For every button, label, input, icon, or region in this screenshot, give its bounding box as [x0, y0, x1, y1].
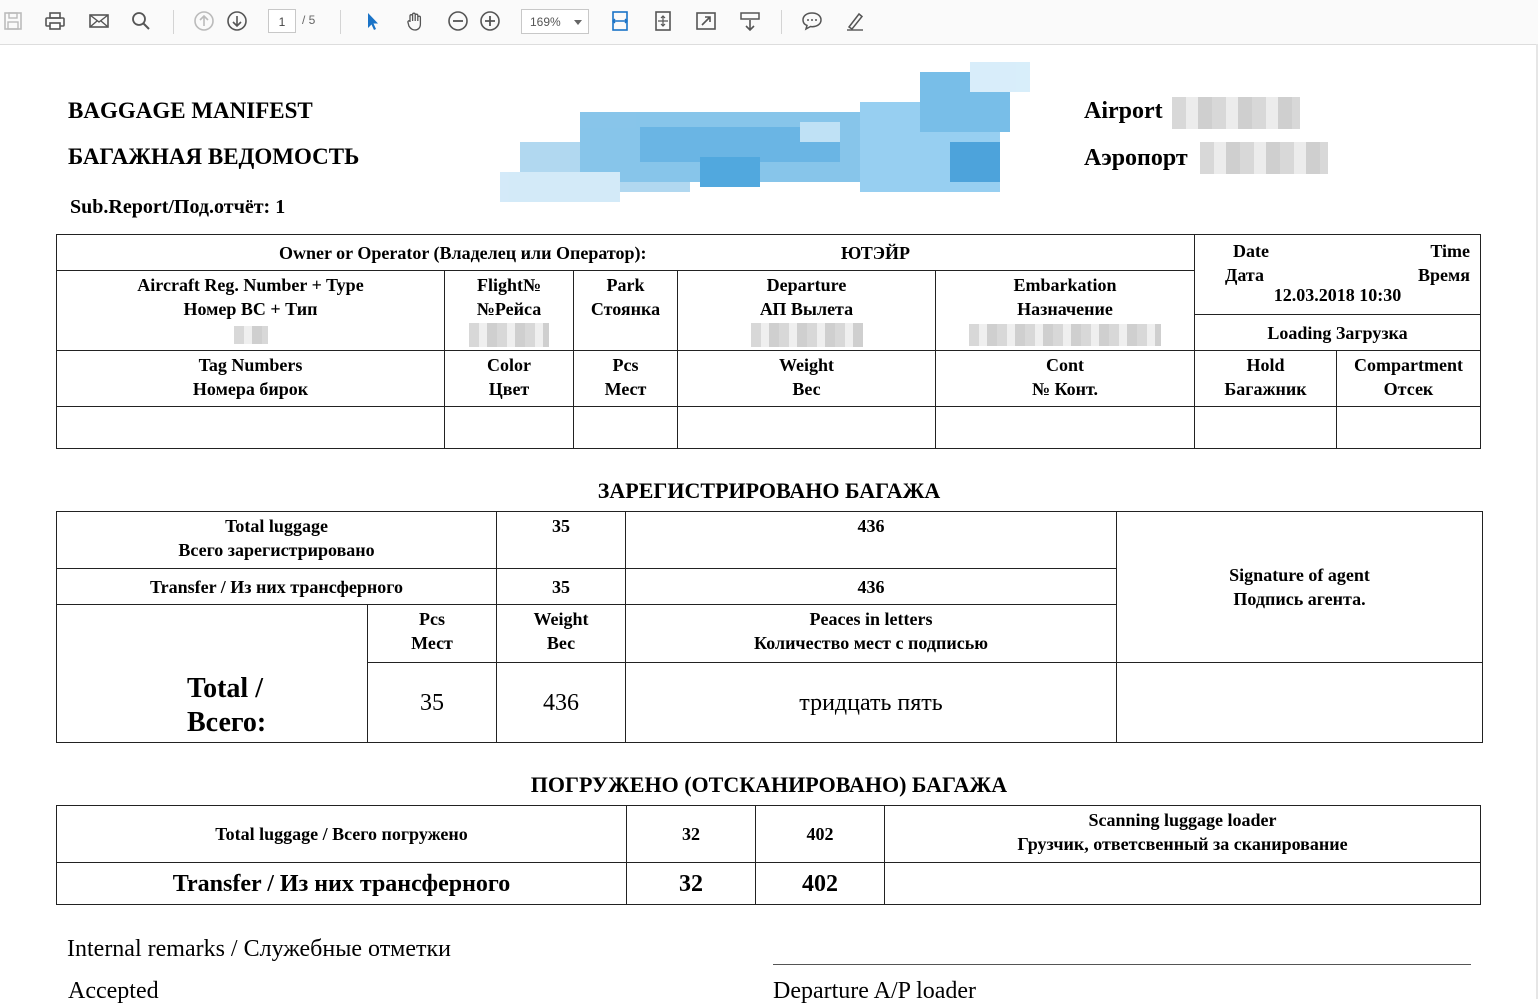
fullscreen-icon[interactable] — [693, 8, 719, 34]
chevron-down-icon — [574, 20, 582, 25]
registered-total-label-english: Total luggage — [225, 516, 328, 536]
compartment-label-russian: Отсек — [1383, 379, 1434, 399]
aircraft-label-english: Aircraft Reg. Number + Type — [137, 275, 364, 295]
embarkation-label-russian: Назначение — [1017, 299, 1113, 319]
fit-page-icon[interactable] — [650, 8, 676, 34]
loader-blank-cell — [885, 863, 1481, 905]
weight-label-english: Weight — [778, 355, 834, 375]
grand-total-letters: тридцать пять — [626, 663, 1117, 743]
grand-weight-header — [497, 605, 626, 663]
highlight-pen-icon[interactable] — [842, 8, 868, 34]
park-label-english: Park — [606, 275, 645, 295]
loaded-transfer-label: Transfer / Из них трансферного — [57, 863, 627, 905]
zoom-out-icon[interactable] — [445, 8, 471, 34]
title-english: BAGGAGE MANIFEST — [68, 98, 313, 123]
table-cell — [1195, 407, 1337, 449]
date-label-english: Date — [1233, 241, 1269, 261]
flight-info-table — [56, 234, 1481, 449]
airport-value-redacted — [1172, 97, 1300, 129]
next-page-icon[interactable] — [224, 8, 250, 34]
color-label-english: Color — [487, 355, 531, 375]
loaded-total-pcs: 32 — [627, 806, 756, 863]
weight-header — [678, 351, 936, 407]
compartment-label-english: Compartment — [1354, 355, 1463, 375]
signature-blank-cell — [1117, 663, 1483, 743]
airport-value-ru-redacted — [1200, 142, 1328, 174]
loaded-total-weight: 402 — [756, 806, 885, 863]
loaded-transfer-pcs: 32 — [627, 863, 756, 905]
tag-header — [57, 351, 445, 407]
registered-transfer-label: Transfer / Из них трансферного — [57, 569, 497, 605]
pcs-label-english: Pcs — [612, 355, 639, 375]
registered-total-weight: 436 — [626, 512, 1117, 569]
flight-label-english: Flight№ — [476, 275, 542, 295]
loaded-heading: ПОГРУЖЕНО (ОТСКАНИРОВАНО) БАГАЖА — [530, 772, 1008, 797]
page-number-input[interactable]: 1 — [268, 9, 296, 33]
letters-header — [626, 605, 1117, 663]
grand-total-pcs: 35 — [368, 663, 497, 743]
aircraft-value-redacted — [234, 326, 268, 344]
registered-total-pcs: 35 — [497, 512, 626, 569]
date-label-russian: Дата — [1225, 265, 1264, 285]
date-time-value: 12.03.2018 10:30 — [1273, 285, 1402, 305]
tag-label-russian: Номера бирок — [192, 379, 309, 399]
airline-logo-redacted — [500, 62, 1035, 212]
grand-total-weight: 436 — [497, 663, 626, 743]
departure-cell — [678, 271, 936, 351]
grand-weight-label-english: Weight — [533, 609, 589, 629]
airport-label-english: Airport — [1084, 98, 1163, 124]
table-cell — [57, 407, 445, 449]
park-cell — [574, 271, 678, 351]
grand-total-label-russian: Всего: — [187, 707, 267, 738]
loading-label: Loading Загрузка — [1195, 315, 1481, 351]
print-icon[interactable] — [42, 8, 68, 34]
date-time-cell — [1195, 235, 1481, 315]
signature-line — [773, 964, 1471, 965]
embarkation-value-redacted — [969, 324, 1161, 346]
hand-tool-icon[interactable] — [402, 8, 428, 34]
park-label-russian: Стоянка — [590, 299, 661, 319]
registered-heading: ЗАРЕГИСТРИРОВАНО БАГАЖА — [597, 478, 941, 503]
aircraft-label-russian: Номер ВС + Тип — [183, 299, 318, 319]
grand-total-label-english: Total / — [187, 673, 263, 704]
owner-row — [57, 235, 1195, 271]
zoom-in-icon[interactable] — [477, 8, 503, 34]
page-total: / 5 — [302, 13, 316, 27]
internal-remarks: Internal remarks / Служебные отметки — [67, 936, 452, 962]
sub-report: Sub.Report/Под.отчёт: 1 — [70, 196, 286, 218]
hold-label-english: Hold — [1246, 355, 1285, 375]
color-header — [445, 351, 574, 407]
embarkation-label-english: Embarkation — [1013, 275, 1117, 295]
departure-value-redacted — [751, 323, 863, 347]
pcs-label-russian: Мест — [604, 379, 647, 399]
signature-cell — [1117, 512, 1483, 663]
table-cell — [1337, 407, 1481, 449]
select-cursor-icon[interactable] — [359, 8, 385, 34]
cont-label-russian: № Конт. — [1031, 379, 1099, 399]
weight-label-russian: Вес — [792, 379, 821, 399]
table-cell — [678, 407, 936, 449]
table-cell — [574, 407, 678, 449]
grand-pcs-header — [368, 605, 497, 663]
cont-label-english: Cont — [1045, 355, 1084, 375]
owner-value: ЮТЭЙР — [840, 242, 911, 263]
fit-width-icon[interactable] — [607, 8, 633, 34]
grand-pcs-label-english: Pcs — [419, 609, 445, 629]
table-cell — [936, 407, 1195, 449]
color-label-russian: Цвет — [488, 379, 530, 399]
accepted-label: Accepted — [68, 978, 159, 1004]
save-icon[interactable] — [0, 8, 26, 34]
search-icon[interactable] — [128, 8, 154, 34]
aircraft-cell — [57, 271, 445, 351]
flight-cell — [445, 271, 574, 351]
table-cell — [445, 407, 574, 449]
registered-table — [56, 511, 1483, 743]
grand-total-label-cell — [57, 605, 368, 743]
time-label-russian: Время — [1417, 265, 1470, 285]
grand-pcs-label-russian: Мест — [411, 633, 453, 653]
flight-label-russian: №Рейса — [476, 299, 542, 319]
registered-total-label-russian: Всего зарегистрировано — [178, 540, 375, 560]
letters-label-english: Peaces in letters — [809, 609, 933, 629]
loader-label-english: Scanning luggage loader — [1088, 810, 1277, 830]
previous-page-icon[interactable] — [191, 8, 217, 34]
loader-cell — [885, 806, 1481, 863]
loader-label-russian: Грузчик, ответсвенный за сканирование — [1017, 834, 1348, 854]
owner-label: Owner or Operator (Владелец или Оператор): — [279, 242, 647, 263]
signature-label-russian: Подпись агента. — [1233, 589, 1366, 609]
loaded-transfer-weight: 402 — [756, 863, 885, 905]
pcs-header — [574, 351, 678, 407]
zoom-level-value: 169% — [530, 15, 561, 29]
letters-label-russian: Количество мест с подписью — [754, 633, 988, 653]
registered-transfer-weight: 436 — [626, 569, 1117, 605]
mail-icon[interactable] — [86, 8, 112, 34]
comment-icon[interactable] — [799, 8, 825, 34]
registered-total-label-cell — [57, 512, 497, 569]
departure-loader-label: Departure A/P loader — [773, 978, 977, 1004]
registered-transfer-pcs: 35 — [497, 569, 626, 605]
scroll-mode-icon[interactable] — [737, 8, 763, 34]
signature-label-english: Signature of agent — [1229, 565, 1370, 585]
cont-header — [936, 351, 1195, 407]
departure-label-english: Departure — [766, 275, 847, 295]
time-label-english: Time — [1430, 241, 1470, 261]
compartment-header — [1337, 351, 1481, 407]
embarkation-cell — [936, 271, 1195, 351]
airport-label-russian: Аэропорт — [1084, 145, 1188, 171]
loaded-total-label: Total luggage / Всего погружено — [57, 806, 627, 863]
tag-label-english: Tag Numbers — [198, 355, 303, 375]
title-russian: БАГАЖНАЯ ВЕДОМОСТЬ — [68, 144, 360, 169]
viewer-toolbar — [0, 0, 1538, 45]
grand-weight-label-russian: Вес — [546, 633, 576, 653]
zoom-level-select[interactable] — [521, 9, 589, 34]
flight-value-redacted — [469, 323, 549, 347]
loaded-table — [56, 805, 1481, 905]
hold-header — [1195, 351, 1337, 407]
hold-label-russian: Багажник — [1224, 379, 1307, 399]
departure-label-russian: АП Вылета — [759, 299, 854, 319]
